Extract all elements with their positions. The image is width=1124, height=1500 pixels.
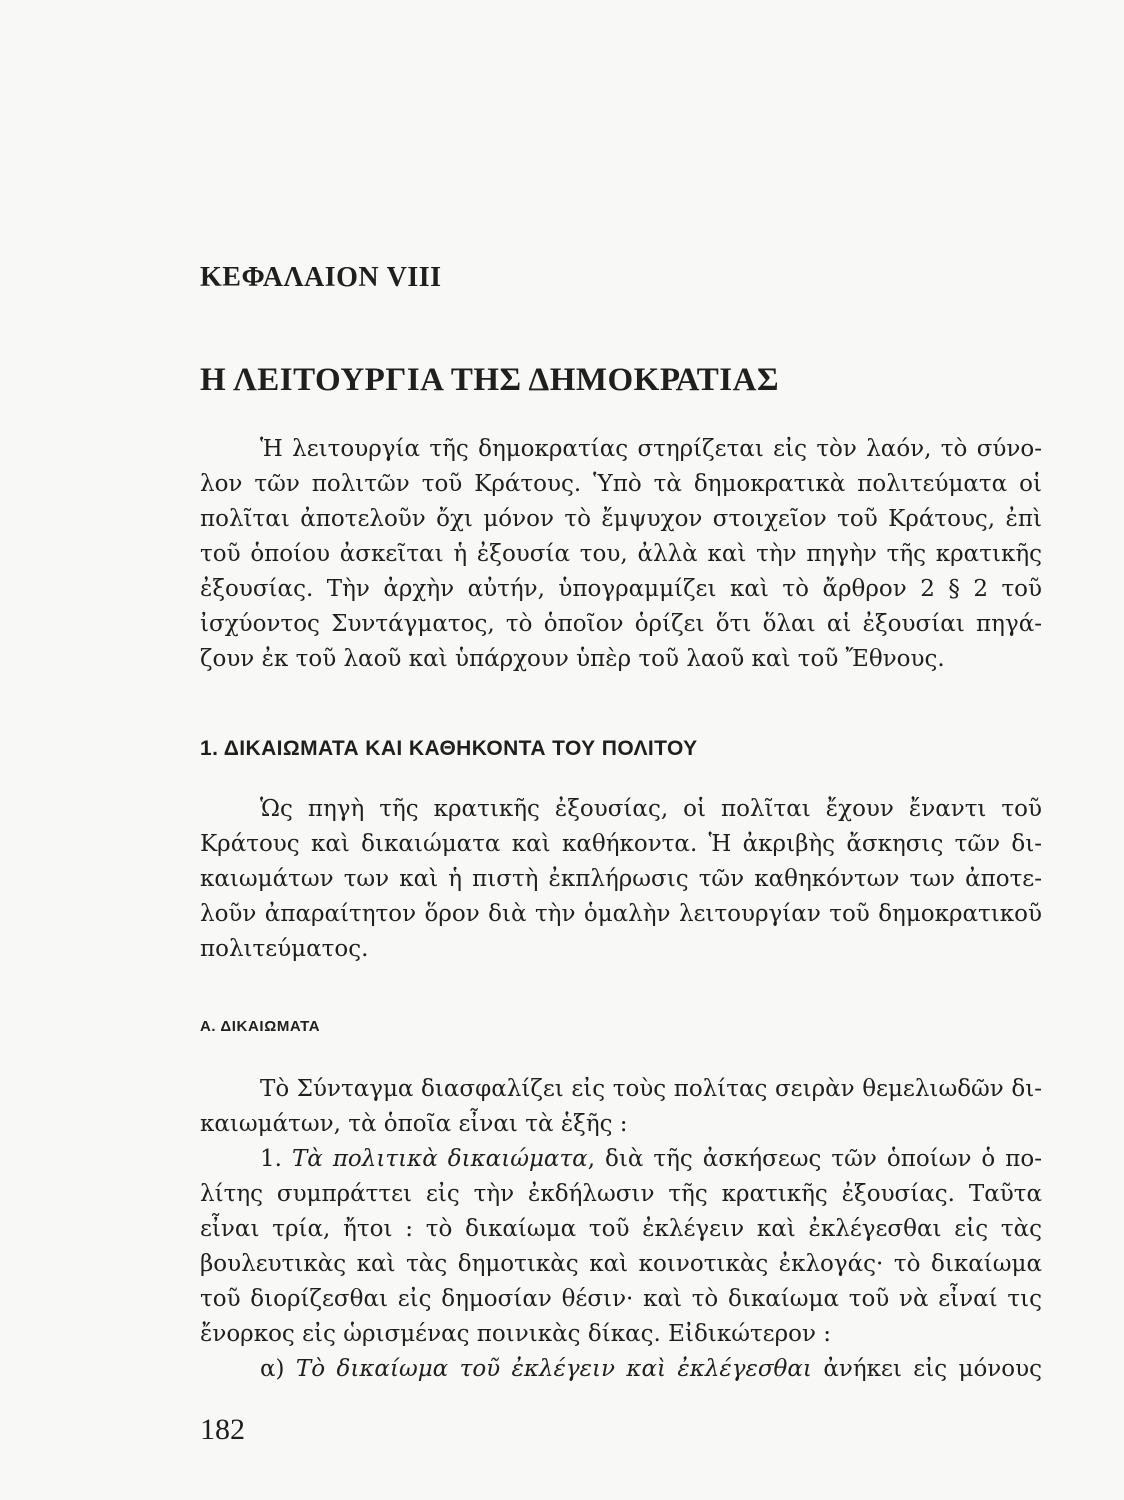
chapter-title: Η ΛΕΙΤΟΥΡΓΙΑ ΤΗΣ ΔΗΜΟΚΡΑΤΙΑΣ <box>200 362 780 398</box>
voting-right-paragraph <box>200 1352 1042 1387</box>
paragraph-line: εἶναι τρία, ἤτοι : τὸ δικαίωμα τοῦ ἐκλέγειν καὶ ἐκλέγεσθαι εἰς τὰς <box>200 1216 1042 1242</box>
paragraph-line: Τὸ Σύνταγμα διασφαλίζει εἰς τοὺς πολίτας σειρὰν θεμελιωδῶν δι- <box>260 1076 1042 1102</box>
rights-duties-paragraph <box>200 792 1042 967</box>
paragraph-line: ἐξουσίας. Τὴν ἀρχὴν αὐτήν, ὑπογραμμίζει καὶ τὸ ἄρθρον 2 § 2 τοῦ <box>200 576 1042 602</box>
subsection-heading: Α. ΔΙΚΑΙΩΜΑΤΑ <box>200 1018 321 1035</box>
paragraph-line: τοῦ ὁποίου ἀσκεῖται ἡ ἐξουσία του, ἀλλὰ καὶ τὴν πηγὴν τῆς κρατικῆς <box>200 541 1042 567</box>
rights-intro-paragraph <box>200 1072 1042 1142</box>
section-heading: 1. ΔΙΚΑΙΩΜΑΤΑ ΚΑΙ ΚΑΘΗΚΟΝΤΑ ΤΟΥ ΠΟΛΙΤΟΥ <box>200 737 698 760</box>
paragraph-line: τοῦ διορίζεσθαι εἰς δημοσίαν θέσιν· καὶ τὸ δικαίωμα τοῦ νὰ εἶναί τις <box>200 1286 1042 1312</box>
paragraph-line <box>200 1352 1042 1387</box>
paragraph-line: ἔνορκος εἰς ὡρισμένας ποινικὰς δίκας. Εἰδικώτερον : <box>200 1321 832 1347</box>
paragraph-line: λίτης συμπράττει εἰς τὴν ἐκδήλωσιν τῆς κρατικῆς ἐξουσίας. Ταῦτα <box>200 1181 1042 1207</box>
paragraph-line: καιωμάτων, τὰ ὁποῖα εἶναι τὰ ἑξῆς : <box>200 1111 628 1137</box>
paragraph-line: βουλευτικὰς καὶ τὰς δημοτικὰς καὶ κοινοτικὰς ἐκλογάς· τὸ δικαίωμα <box>200 1251 1042 1277</box>
item-term: Τὸ δικαίωμα τοῦ ἐκλέγειν καὶ ἐκλέγεσθαι <box>295 1356 812 1382</box>
paragraph-line: λον τῶν πολιτῶν τοῦ Κράτους. Ὑπὸ τὰ δημοκρατικὰ πολιτεύματα οἱ <box>200 471 1042 497</box>
item-text: , διὰ τῆς ἀσκήσεως τῶν ὁποίων ὁ πο- <box>587 1146 1042 1172</box>
paragraph-line: ἰσχύοντος Συντάγματος, τὸ ὁποῖον ὁρίζει ὅτι ὅλαι αἱ ἐξουσίαι πηγά- <box>200 611 1042 637</box>
item-term: Τὰ πολιτικὰ δικαιώματα <box>291 1146 588 1172</box>
item-text: ἀνήκει εἰς μόνους <box>823 1356 1042 1382</box>
paragraph-line: ζουν ἐκ τοῦ λαοῦ καὶ ὑπάρχουν ὑπὲρ τοῦ λαοῦ καὶ τοῦ Ἔθνους. <box>200 646 945 672</box>
chapter-label: ΚΕΦΑΛΑΙΟΝ VIII <box>200 262 442 293</box>
paragraph-line: Ὡς πηγὴ τῆς κρατικῆς ἐξουσίας, οἱ πολῖται ἔχουν ἔναντι τοῦ <box>260 796 1042 822</box>
paragraph-line: λοῦν ἀπαραίτητον ὅρον διὰ τὴν ὁμαλὴν λειτουργίαν τοῦ δημοκρατικοῦ <box>200 901 1042 927</box>
paragraph-line: Κράτους καὶ δικαιώματα καὶ καθήκοντα. Ἡ ἀκριβὴς ἄσκησις τῶν δι- <box>200 831 1042 857</box>
paragraph-line: πολιτεύματος. <box>200 936 369 962</box>
intro-paragraph <box>200 432 1042 677</box>
political-rights-paragraph <box>200 1142 1042 1352</box>
item-number: 1. <box>260 1146 282 1172</box>
page-number: 182 <box>200 1413 245 1446</box>
paragraph-line: Ἡ λειτουργία τῆς δημοκρατίας στηρίζεται εἰς τὸν λαόν, τὸ σύνο- <box>260 436 1042 462</box>
paragraph-line: πολῖται ἀποτελοῦν ὄχι μόνον τὸ ἔμψυχον στοιχεῖον τοῦ Κράτους, ἐπὶ <box>200 506 1042 532</box>
paragraph-line: καιωμάτων των καὶ ἡ πιστὴ ἐκπλήρωσις τῶν καθηκόντων των ἀποτε- <box>200 866 1042 892</box>
item-marker: α) <box>260 1356 285 1382</box>
paragraph-line <box>200 1142 1042 1177</box>
